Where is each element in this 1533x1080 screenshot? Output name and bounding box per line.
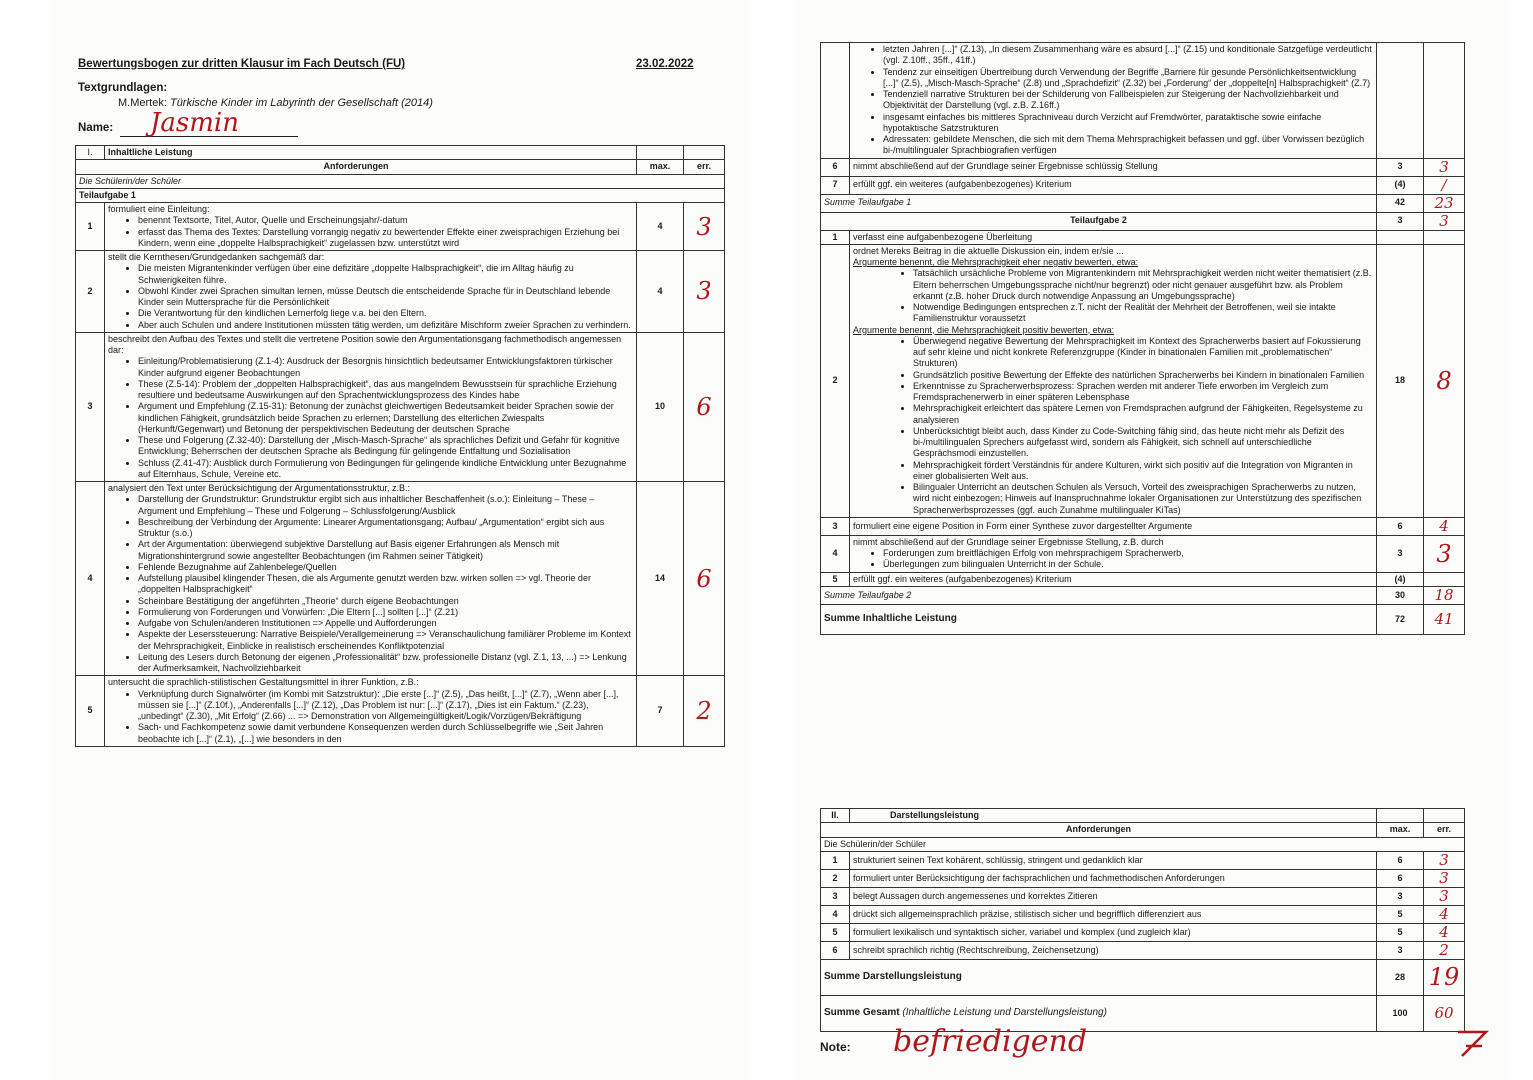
score-handwritten: 3 xyxy=(1424,535,1465,572)
score-handwritten: 41 xyxy=(1424,604,1465,634)
signature-scribble xyxy=(1452,1024,1492,1072)
criterion-row: 4 analysiert den Text unter Berücksichtigung der Argumentationsstruktur, z.B.: • Darstellung der Grundstruktur: Grundstruktur ergibt sich aus inhaltlicher Beschaffenheit (s.o.): Einleitung – These – Argument und Empfehlung – These und Folgerung – Schlussfolgerung/Ausblick • Beschreibung der Verbindung der Argumente: Linearer Argumentationsgang; Aufbau/ „Argumentation“ ergibt sich aus Struktur (s.o.) • Art der Argumentation: überwiegend subjektive Darstellung auf Basis eigener Erfahrungen als Mensch mit Migrationshintergrund sowie angestellter Beobachtungen (im Rahmen seiner Tätigkeit) • Fehlende Bezugnahme auf Zahlenbelege/Quellen • Aufstellung plausibel klingender Thesen, die als Argumente genutzt werden bzw. wirken sollen => vgl. Theorie der „doppelten Halbsprachigkeit“ • Scheinbare Bestätigung der angeführten „Theorie“ durch eigene Beobachtungen • Formulierung von Forderungen und Vorwürfen: „Die Eltern [...] sollten [...]“ (Z.21) • Aufgabe von Schulen/anderen Institutionen => Appelle und Aufforderungen • Aspekte der Leserssteuerung: Narrative Beispiele/Verallgemeinerung => Veranschaulichung familiärer Probleme im Kontext der Mehrsprachigkeit, Einblicke in realistisch erscheinendes Konfliktpotenzial • Leitung des Lesers durch Betonung der eigenen „Professionalität“ bzw. professionelle Distanz (vgl. Z.1, 13, ...) => Lenkung der Aufmerksamkeit, Nachvollziehbarkeit 14 6 xyxy=(76,482,725,676)
grade-handwritten: befriedigend xyxy=(893,1024,1088,1059)
score-handwritten: 3 xyxy=(1424,851,1465,869)
score-handwritten: 6 xyxy=(684,332,725,481)
score-handwritten: 8 xyxy=(1424,244,1465,517)
form-date: 23.02.2022 xyxy=(636,58,694,70)
col-anforderungen: Anforderungen xyxy=(76,160,637,174)
name-label: Name: xyxy=(78,122,114,134)
score-handwritten: 2 xyxy=(684,676,725,747)
score-handwritten: 4 xyxy=(1424,517,1465,535)
source-author: M.Mertek: xyxy=(118,97,167,109)
right-criteria-table: • letzten Jahren [...]“ (Z.13), „In diesem Zusammenhang wäre es absurd [...]“ (Z.15) und konditionale Satzgefüge verdeutlicht (vgl. Z.10ff., 35ff., 41ff.) • Tendenz zur einseitigen Übertreibung durch Verwendung der Begriffe „Barriere für gesunde Persönlichkeitsentwicklung [...]“ (Z.5), „Misch-Masch-Sprache“ (Z.8) und „Sprachdefizit“ (Z.32) bei „Forderung“ der „doppelte[n] Halbsprachigkeit“ (Z.7) • Tendenziell narrative Strukturen bei der Schilderung von Fallbeispielen zur Steigerung der Nachvollziehbarkeit und Objektivität der Darstellung (vgl. z.B. Z.16ff.) • insgesamt einfaches bis mittleres Sprachniveau durch Verzicht auf Fremdwörter, parataktische sowie einfache hypotaktische Satzstrukturen • Adressaten: gebildete Menschen, die sich mit dem Thema Mehrsprachigkeit befassen und ggf. über Vorwissen bezüglich bi-/multilingualer Sprachbiografien verfügen 6 nimmt abschließend auf der Grundlage seiner Ergebnisse schlüssig Stellung 3 3 7 erfüllt ggf. ein weiteres (aufgabenbezogenes) Kriterium (4) / Summe Teilaufgabe 1 42 23 Teilaufgabe 2 3 3 1 verfasst eine aufgabenbezogene Überleitung 2 ordnet Mereks Beitrag in die aktuelle Diskussion ein, indem er/sie ... Argumente benennt, die Mehrsprachigkeit eher negativ bewerten, etwa: • Tatsächlich ursächliche Probleme von Migrantenkindern mit Mehrsprachigkeit werden nicht weiter thematisiert (z.B. Eltern beherrschen Umgebungssprache nicht/nur begrenzt) oder nicht genauer ausgeführt bzw. als Problem erkannt (z.B. hoher Druck durch notwendige Anpassung an Umgebungssprache) • Notwendige Bedingungen entsprechen z.T. nicht der Realität der Mehrheit der Betroffenen, weil sie intakte Familienstruktur voraussetzt Argumente benennt, die Mehrsprachigkeit positiv bewerten, etwa: • Überwiegend negative Bewertung der Mehrsprachigkeit im Kontext des Spracherwerbs basiert auf Fokussierung auf sehr kleine und nicht konkrete Referenzgruppe (Kinder in binationalen Familien mit „problematischen“ Strukturen) • Grundsätzlich positive Bewertung der Effekte des natürlichen Spracherwerbs bei Kindern in binationalen Familien • Erkenntnisse zu Spracherwerbsprozess: Sprachen werden mit anderer Tiefe erworben im Vergleich zum Fremdsprachenerwerb in einer späteren Lebensphase • Mehrsprachigkeit erleichtert das spätere Lernen von Fremdsprachen aufgrund der Fähigkeiten, Regelsysteme zu analysieren • Unberücksichtigt bleibt auch, dass Kinder zu Code-Switching fähig sind, das heute nicht mehr als Defizit des bi-/multilingualen Sprechers aufgefasst wird, sondern als Fähigkeit, sich schnell auf unterschiedliche Gesprächsmodi einzustellen. • Mehrsprachigkeit fördert Verständnis für andere Kulturen, wirkt sich positiv auf die Integration von Migranten in einer globalisierten Welt aus. • Bilingualer Unterricht an deutschen Schulen als Versuch, Vorteil des zweisprachigen Spracherwerbs zu nutzen, wird nicht einbezogen; Hinweis auf Inanspruchnahme lokaler Organisationen zur Unterstützung des spezifischen Spracherwerbsprozesses (ggf. auch Zunahme multilingualer KiTas) 18 8 3 formuliert eine eigene Position in Form einer Synthese zuvor dargestellter Argumente 6 4 4 nimmt abschließend auf der Grundlage seiner Ergebnisse Stellung, z.B. durch • Forderungen zum breitflächigen Erfolg von mehrsprachigem Spracherwerb, • Überlegungen zum bilingualen Unterricht in der Schule. 3 3 5 erfüllt ggf. ein weiteres (aufgabenbezogenes) Kriterium (4) Summe Teilaufgabe 2 30 18 Summe Inhaltliche Leistung 72 41 xyxy=(820,42,1465,635)
criterion-row: 3 beschreibt den Aufbau des Textes und stellt die vertretene Position sowie den Argumentationsgang fachmethodisch angemessen dar: • Einleitung/Problematisierung (Z.1-4): Ausdruck der Besorgnis hinsichtlich bedeutsamer Entwicklungsfaktoren türkischer Kinder aufgrund eigener Beobachtungen • These (Z.5-14): Problem der „doppelten Halbsprachigkeit“, das aus mangelndem Bewusstsein für sprachliche Erziehung resultiere und bedeutsame Auswirkungen auf den Sprachentwicklungsprozess des Kindes habe • Argument und Empfehlung (Z.15-31): Betonung der zunächst gleichwertigen Bedeutsamkeit beider Sprachen sowie der kindlichen Fähigkeit, grundsätzlich beide Sprachen zu erlernen; Darstellung des elterlichen Zwiespalts (Herkunft/Gegenwart) und Betonung der perspektivischen Bedeutung der deutschen Sprache • These und Folgerung (Z.32-40): Darstellung der „Misch-Masch-Sprache“ als sprachliches Defizit und Gefahr für kognitive Entwicklung; Beherrschen der deutschen Sprache als Bedingung für gelingende Entfaltung und Sozialisation • Schluss (Z.41-47): Ausblick durch Formulierung von Bedingungen für gelingende kindliche Entwicklung unter Bezugnahme auf Elternhaus, Schule, Vereine etc. 10 6 xyxy=(76,332,725,481)
score-handwritten: 3 xyxy=(1424,212,1465,230)
criterion-row: 1 formuliert eine Einleitung: • benennt Textsorte, Titel, Autor, Quelle und Erscheinungsjahr/-datum • erfasst das Thema des Textes: Darstellung vorrangig negativ zu bewertender Effekte einer zweisprachigen Erziehung bei Kindern, wenn eine „doppelte Halbsprachigkeit“ zugelassen bzw. unterstützt wird 4 3 xyxy=(76,203,725,251)
score-handwritten: 4 xyxy=(1424,905,1465,923)
score-handwritten: 60 xyxy=(1424,995,1465,1031)
score-handwritten: / xyxy=(1424,176,1465,194)
score-handwritten: 3 xyxy=(684,251,725,333)
part1-title: Inhaltliche Leistung xyxy=(105,146,637,160)
score-handwritten: 4 xyxy=(1424,923,1465,941)
score-handwritten: 19 xyxy=(1424,959,1465,995)
teilaufgabe-1-label: Teilaufgabe 1 xyxy=(76,188,725,202)
left-criteria-table xyxy=(75,145,725,747)
textgrundlagen-label: Textgrundlagen: xyxy=(78,82,168,94)
score-handwritten: 3 xyxy=(1424,158,1465,176)
score-handwritten: 23 xyxy=(1424,194,1465,212)
score-handwritten: 3 xyxy=(1424,887,1465,905)
criterion-row: 2 stellt die Kernthesen/Grundgedanken sachgemäß dar: • Die meisten Migrantenkinder verfügen über eine defizitäre „doppelte Halbsprachigkeit“, die im Alltag häufig zu Schwierigkeiten führe. • Obwohl Kinder zwei Sprachen simultan lernen, müsse Deutsch die entscheidende Sprache für in Deutschland lebende Kinder sein Muttersprache für die Persönlichkeit • Die Verantwortung für den kindlichen Lernerfolg liege v.a. bei den Eltern. • Aber auch Schulen und andere Institutionen müssten tätig werden, um defizitäre Mischform zweier Sprachen zu verhindern. 4 3 xyxy=(76,251,725,333)
col-err: err. xyxy=(684,160,725,174)
note-label: Note: xyxy=(820,1040,851,1054)
score-handwritten: 6 xyxy=(684,482,725,676)
score-handwritten: 18 xyxy=(1424,586,1465,604)
criterion-row: 5 untersucht die sprachlich-stilistischen Gestaltungsmittel in ihrer Funktion, z.B.: • Verknüpfung durch Signalwörter (im Kombi mit Satzstruktur): „Die erste [...]“ (Z.5), „Das heißt, [...]“ (Z.7), „Wenn aber [...], müssen sie [...]“ (Z.10f.), „Anderenfalls [...]“ (Z.12), „Das Problem ist nur: [...]“ (Z.17), „Dies ist ein Faktum.“ (Z.23), „unbedingt“ (Z.30), „Mit Erfolg“ (Z.66) ... => Demonstration von Allgemeingültigkeit/Logik/Vorzügen/Bekräftigung • Sach- und Fachkompetenz sowie damit verbundene Konsequenzen werden durch Schlüsselbegriffe wie „Seit Jahren beobachte ich [...]“ (Z.1), „[...] wie besonders in den 7 2 xyxy=(76,676,725,747)
score-handwritten: 3 xyxy=(1424,869,1465,887)
col-max: max. xyxy=(637,160,684,174)
student-label: Die Schülerin/der Schüler xyxy=(76,174,725,188)
student-name: Jasmin xyxy=(150,108,239,138)
score-handwritten: 3 xyxy=(684,203,725,251)
source-title: Türkische Kinder im Labyrinth der Gesellschaft (2014) xyxy=(169,97,433,109)
score-handwritten: 2 xyxy=(1424,941,1465,959)
darstellung-table: II. Darstellungsleistung Anforderungen max. err. Die Schülerin/der Schüler 1 strukturiert seinen Text kohärent, schlüssig, stringent und gedanklich klar 6 3 2 formuliert unter Berücksichtigung der fachsprachlichen und fachmethodischen Anforderungen 6 3 3 belegt Aussagen durch angemessenes und korrektes Zitieren 3 3 4 drückt sich allgemeinsprachlich präzise, stilistisch sicher und begrifflich differenziert aus 5 4 5 formuliert lexikalisch und syntaktisch sicher, variabel und komplex (und zugleich klar) 5 4 6 schreibt sprachlich richtig (Rechtschreibung, Zeichensetzung) 3 2 Summe Darstellungsleistung 28 19 Summe Gesamt (Inhaltliche Leistung und Darstellungsleistung) 100 60 xyxy=(820,808,1465,1032)
part1-roman: I. xyxy=(76,146,105,160)
form-title: Bewertungsbogen zur dritten Klausur im Fach Deutsch (FU) xyxy=(78,58,406,70)
